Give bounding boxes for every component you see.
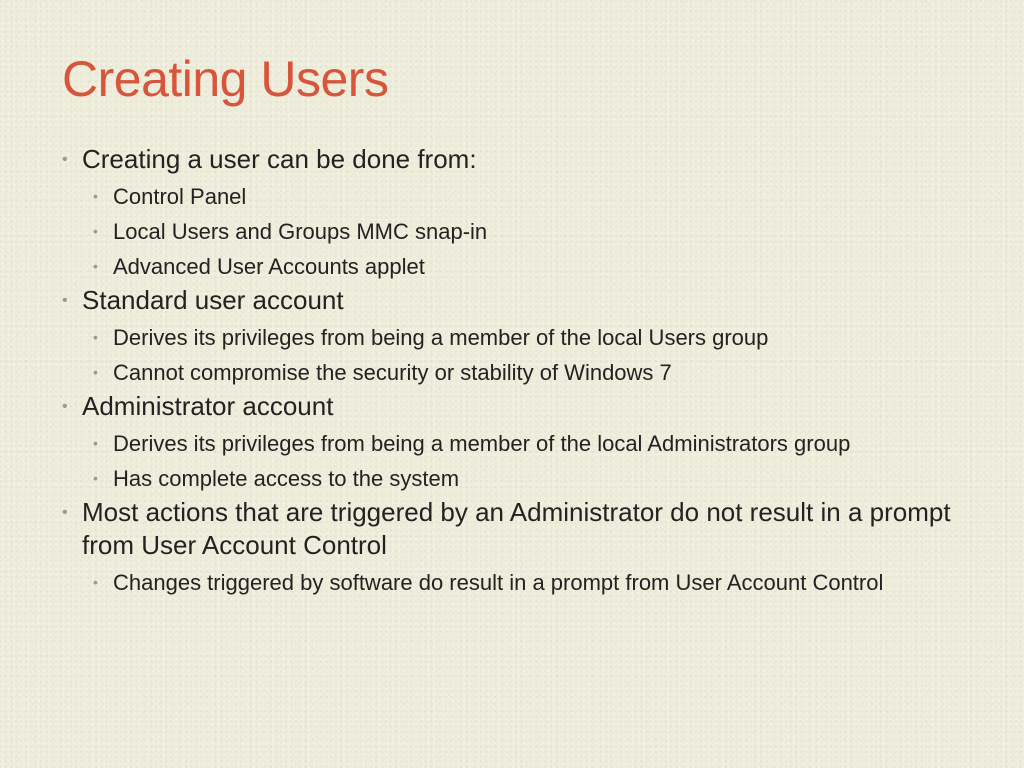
sub-bullet-icon: • <box>93 188 98 204</box>
sub-bullet-icon: • <box>93 574 98 590</box>
bullet-icon: • <box>62 398 68 415</box>
sub-bullet-users-group-privileges <box>62 323 962 352</box>
sub-bullet-text: Local Users and Groups MMC snap-in <box>113 219 488 244</box>
sub-bullet-text: Has complete access to the system <box>113 466 460 491</box>
bullet-item-standard-account <box>62 284 962 317</box>
bullet-text: Administrator account <box>82 391 334 421</box>
sub-bullet-text: Derives its privileges from being a member of the local Administrators group <box>113 431 851 456</box>
bullet-item-creating-user <box>62 143 962 176</box>
bullet-icon: • <box>62 151 68 168</box>
sub-bullet-cannot-compromise <box>62 358 962 387</box>
sub-bullet-text: Control Panel <box>113 184 247 209</box>
sub-bullet-icon: • <box>93 329 98 345</box>
sub-bullet-icon: • <box>93 435 98 451</box>
bullet-text: Most actions that are triggered by an Administrator do not result in a prompt from User Account Control <box>82 497 951 560</box>
bullet-item-uac-admin-actions <box>62 496 962 562</box>
sub-bullet-icon: • <box>93 223 98 239</box>
sub-bullet-icon: • <box>93 470 98 486</box>
bullet-item-administrator-account <box>62 390 962 423</box>
bullet-text: Creating a user can be done from: <box>82 144 477 174</box>
slide-title: Creating Users <box>62 51 389 107</box>
sub-bullet-text: Advanced User Accounts applet <box>113 254 425 279</box>
sub-bullet-advanced-user-accounts <box>62 252 962 281</box>
sub-bullet-text: Changes triggered by software do result in a prompt from User Account Control <box>113 570 884 595</box>
bullet-text: Standard user account <box>82 285 344 315</box>
sub-bullet-complete-access <box>62 464 962 493</box>
sub-bullet-icon: • <box>93 364 98 380</box>
bullet-icon: • <box>62 292 68 309</box>
bullet-icon: • <box>62 504 68 521</box>
sub-bullet-icon: • <box>93 258 98 274</box>
sub-bullet-text: Cannot compromise the security or stability of Windows 7 <box>113 360 672 385</box>
sub-bullet-administrators-group-privileges <box>62 429 962 458</box>
sub-bullet-text: Derives its privileges from being a member of the local Users group <box>113 325 769 350</box>
sub-bullet-local-users-groups <box>62 217 962 246</box>
sub-bullet-software-changes-uac <box>62 568 962 597</box>
sub-bullet-control-panel <box>62 182 962 211</box>
bullet-list <box>62 140 962 597</box>
